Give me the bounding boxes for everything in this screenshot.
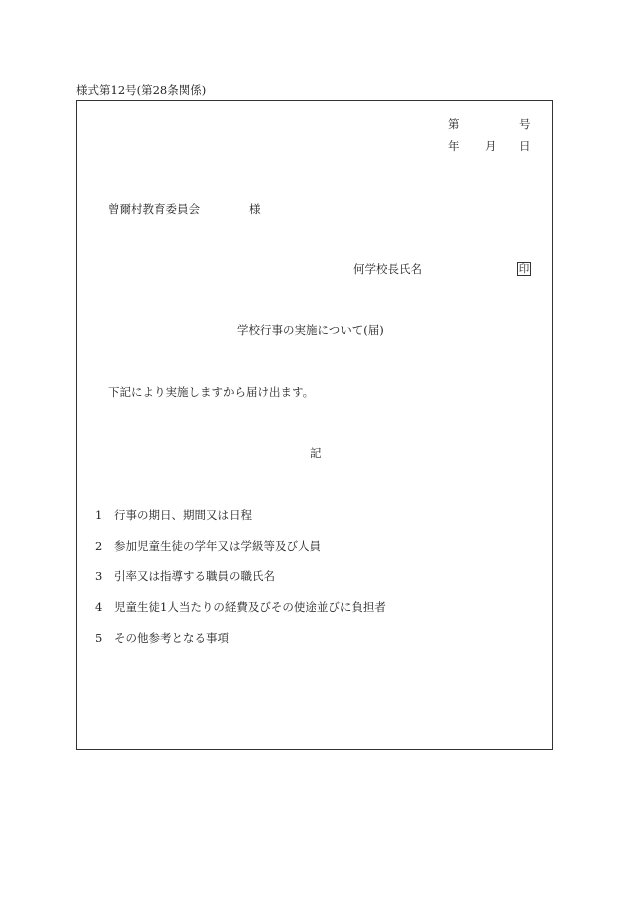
date-day: 日 — [519, 139, 531, 153]
form-number-label: 様式第12号(第28条関係) — [76, 83, 207, 97]
addressee-honorific: 様 — [249, 202, 261, 216]
ki-heading: 記 — [310, 446, 322, 460]
number-prefix: 第 — [448, 117, 460, 131]
list-item-number: 1 — [95, 508, 103, 522]
body-text: 下記により実施しますから届け出ます。 — [108, 385, 315, 399]
list-item-text: 行事の期日、期間又は日程 — [114, 508, 252, 522]
list-item-number: 5 — [95, 631, 103, 645]
document-title: 学校行事の実施について(届) — [237, 323, 384, 337]
date-year: 年 — [448, 139, 460, 153]
form-frame — [76, 100, 553, 750]
list-item-text: 引率又は指導する職員の職氏名 — [114, 569, 275, 583]
list-item-number: 4 — [95, 600, 103, 614]
list-item-number: 3 — [95, 569, 103, 583]
sender-label: 何学校長氏名 — [353, 262, 422, 276]
addressee-name: 曾爾村教育委員会 — [108, 202, 200, 216]
list-item-number: 2 — [95, 539, 103, 553]
number-suffix: 号 — [519, 117, 531, 131]
seal-mark: 印 — [518, 262, 530, 275]
date-month: 月 — [485, 139, 497, 153]
list-item-text: 児童生徒1人当たりの経費及びその使途並びに負担者 — [114, 600, 386, 614]
list-item-text: 参加児童生徒の学年又は学級等及び人員 — [114, 539, 321, 553]
list-item-text: その他参考となる事項 — [114, 631, 229, 645]
